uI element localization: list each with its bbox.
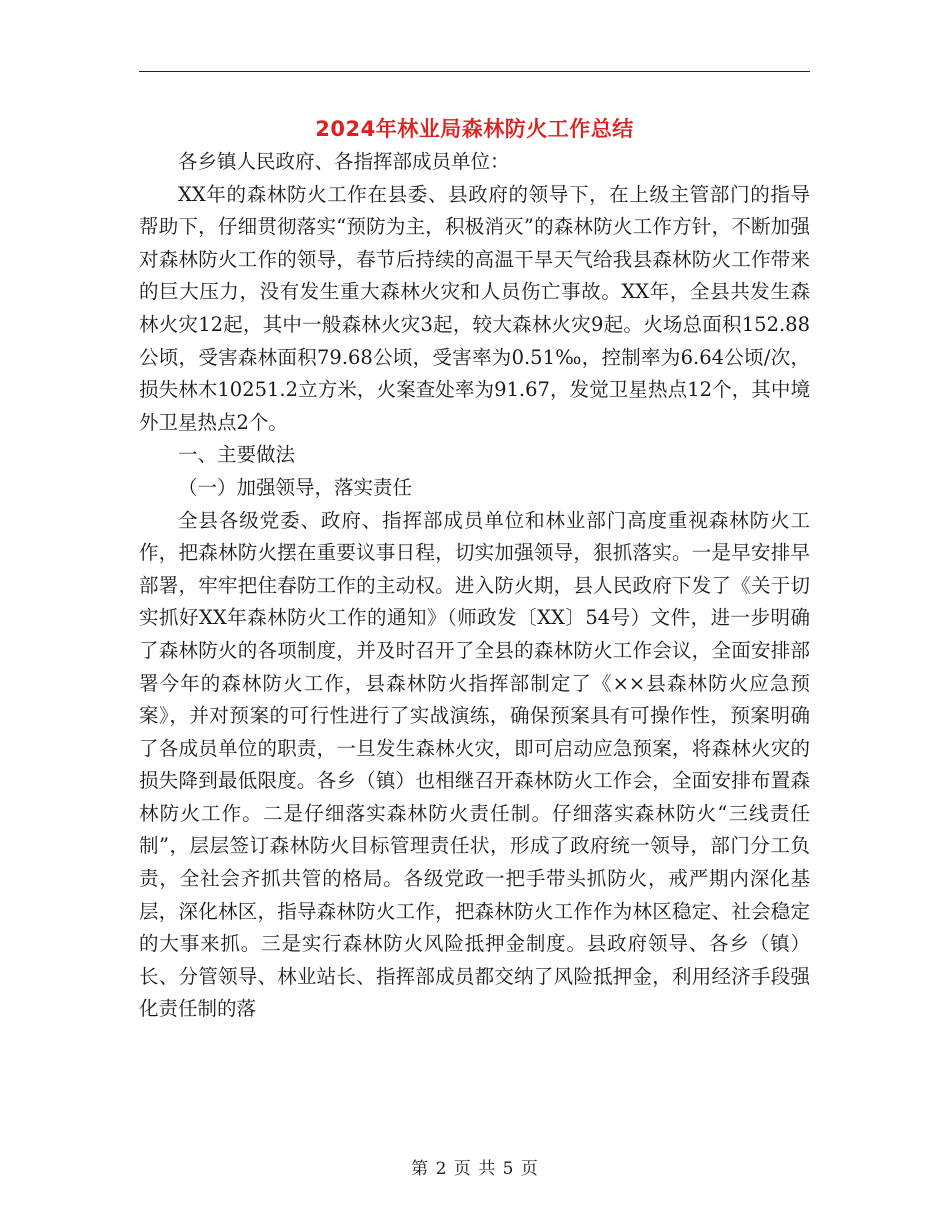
- salutation-paragraph: 各乡镇人民政府、各指挥部成员单位：: [178, 150, 510, 173]
- document-body: [139, 146, 810, 1026]
- body-paragraph: 全县各级党委、政府、指挥部成员单位和林业部门高度重视森林防火工作，把森林防火摆在重要议事日程，切实加强领导，狠抓落实。一是早安排早部署，牢牢把住春防工作的主动权。进入防火期，县人民政府下发了《关于切实抓好XX年森林防火工作的通知》（师政发〔XX〕54号）文件，进一步明确了森林防火的各项制度，并及时召开了全县的森林防火工作会议，全面安排部署今年的森林防火工作，县森林防火指挥部制定了《××县森林防火应急预案》，并对预案的可行性进行了实战演练，确保预案具有可操作性，预案明确了各成员单位的职责，一旦发生森林火灾，即可启动应急预案，将森林火灾的损失降到最低限度。各乡（镇）也相继召开森林防火工作会，全面安排布置森林防火工作。二是仔细落实森林防火责任制。仔细落实森林防火“三线责任制”，层层签订森林防火目标管理责任状，形成了政府统一领导，部门分工负责，全社会齐抓共管的格局。各级党政一把手带头抓防火，戒严期内深化基层，深化林区，指导森林防火工作，把森林防火工作作为林区稳定、社会稳定的大事来抓。三是实行森林防火风险抵押金制度。县政府领导、各乡（镇）长、分管领导、林业站长、指挥部成员都交纳了风险抵押金，利用经济手段强化责任制的落: [139, 508, 810, 1021]
- page-number-footer: 第 2 页 共 5 页: [411, 1159, 539, 1179]
- document-title: 2024年林业局森林防火工作总结: [315, 117, 634, 141]
- section-heading: 一、主要做法: [178, 443, 296, 467]
- header-rule: [139, 71, 810, 72]
- subsection-heading: （一）加强领导，落实责任: [178, 475, 413, 499]
- summary-paragraph: XX年的森林防火工作在县委、县政府的领导下，在上级主管部门的指导帮助下，仔细贯彻落实“预防为主，积极消灭”的森林防火工作方针，不断加强对森林防火工作的领导，春节后持续的高温干旱天气给我县森林防火工作带来的巨大压力，没有发生重大森林火灾和人员伤亡事故。XX年，全县共发生森林火灾12起，其中一般森林火灾3起，较大森林火灾9起。火场总面积152.88公顷，受害森林面积79.68公顷，受害率为0.51‰，控制率为6.64公顷/次，损失林木10251.2立方米，火案查处率为91.67，发觉卫星热点12个，其中境外卫星热点2个。: [139, 182, 810, 434]
